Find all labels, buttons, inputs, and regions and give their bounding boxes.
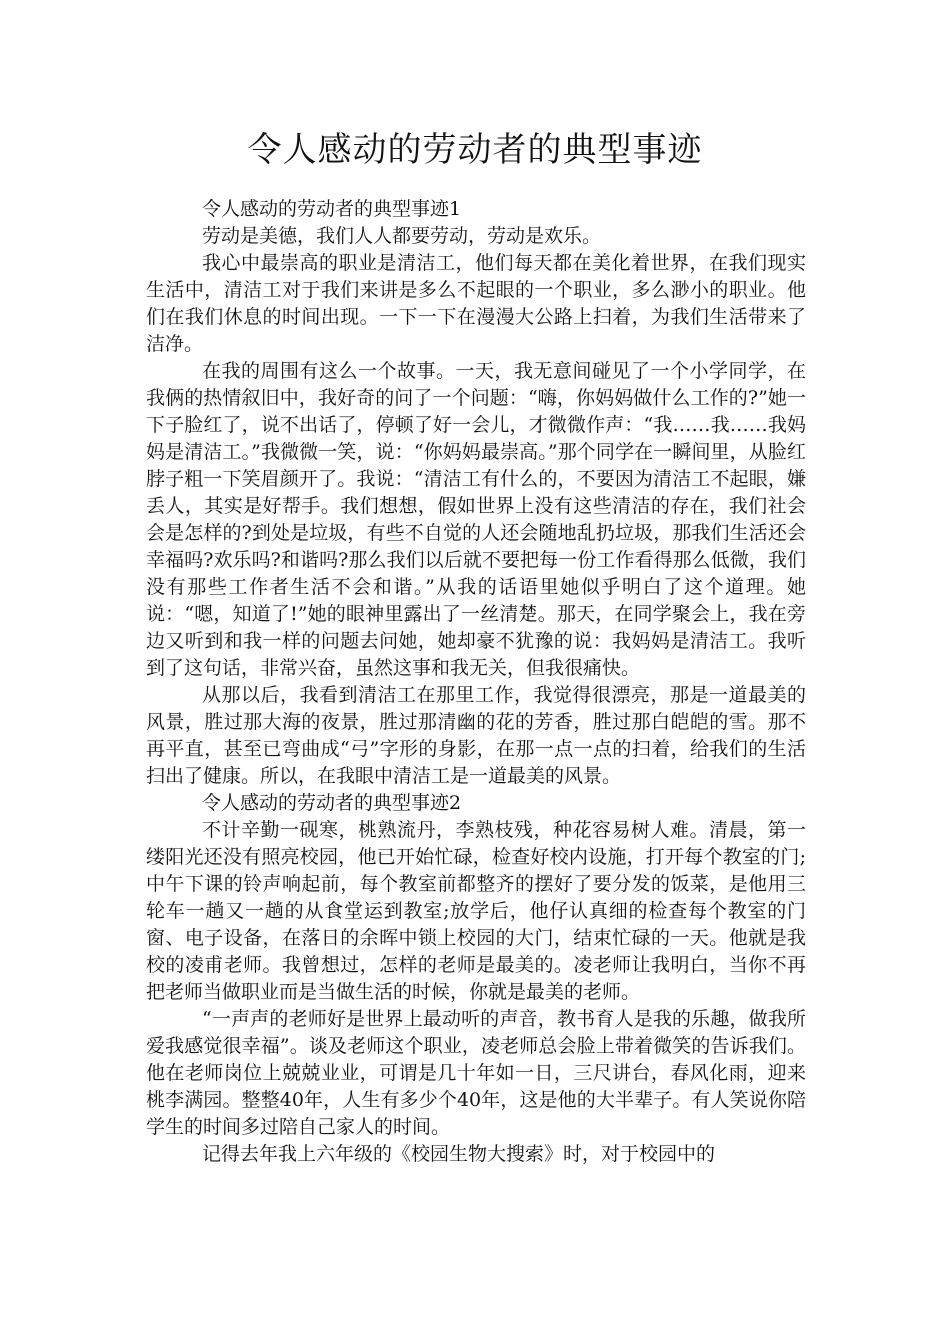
document-title: 令人感动的劳动者的典型事迹: [247, 130, 703, 170]
paragraph: 在我的周围有这么一个故事。一天，我无意间碰见了一个小学同学，在我俩的热情叙旧中，我好奇的问了一个问题：“嗨，你妈妈做什么工作的?”她一下子脸红了，说不出话了，停顿了好一会儿，才微微作声：“我……我……我妈妈是清洁工。”我微微一笑，说：“你妈妈最崇高。”那个同学在一瞬间里，从脸红脖子粗一下笑眉颜开了。我说：“清洁工有什么的，不要因为清洁工不起眼，嫌丢人，其实是好帮手。我们想想，假如世界上没有这些清洁的存在，我们社会会是怎样的?到处是垃圾，有些不自觉的人还会随地乱扔垃圾，那我们生活还会幸福吗?欢乐吗?和谐吗?那么我们以后就不要把每一份工作看得那么低微，我们没有那些工作者生活不会和谐。”从我的话语里她似乎明白了这个道理。她说：“嗯，知道了!”她的眼神里露出了一丝清楚。那天，在同学聚会上，我在旁边又听到和我一样的问题去问她，她却豪不犹豫的说：我妈妈是清洁工。我听到了这句话，非常兴奋，虽然这事和我无关，但我很痛快。: [146, 360, 806, 679]
paragraph: 记得去年我上六年级的《校园生物大搜索》时，对于校园中的: [202, 1143, 716, 1165]
paragraph: 从那以后，我看到清洁工在那里工作，我觉得很漂亮，那是一道最美的风景，胜过那大海的夜景，胜过那清幽的花的芳香，胜过那白皑皑的雪。那不再平直，甚至已弯曲成“弓”字形的身影，在那一点一点的扫着，给我们的生活扫出了健康。所以，在我眼中清洁工是一道最美的风景。: [146, 684, 806, 787]
paragraph: 不计辛勤一砚寒，桃熟流丹，李熟枝残，种花容易树人难。清晨，第一缕阳光还没有照亮校园，他已开始忙碌，检查好校内设施，打开每个教室的门;中午下课的铃声响起前，每个教室前都整齐的摆好了要分发的饭菜，是他用三轮车一趟又一趟的从食堂运到教室;放学后，他仔认真细的检查每个教室的门窗、电子设备，在落日的余晖中锁上校园的大门，结束忙碌的一天。他就是我校的凌甫老师。我曾想过，怎样的老师是最美的。凌老师让我明白，当你不再把老师当做职业而是当做生活的时候，你就是最美的老师。: [146, 819, 806, 1003]
paragraph: 我心中最崇高的职业是清洁工，他们每天都在美化着世界，在我们现实生活中，清洁工对于我们来讲是多么不起眼的一个职业，多么渺小的职业。他们在我们休息的时间出现。一下一下在漫漫大公路上扫着，为我们生活带来了洁净。: [146, 252, 806, 355]
paragraph: “一声声的老师好是世界上最动听的声音，教书育人是我的乐趣，做我所爱我感觉很幸福”。谈及老师这个职业，凌老师总会脸上带着微笑的告诉我们。他在老师岗位上兢兢业业，可谓是几十年如一日，三尺讲台，春风化雨，迎来桃李满园。整整40年，人生有多少个40年，这是他的大半辈子。有人笑说你陪学生的时间多过陪自己家人的时间。: [146, 1008, 806, 1138]
paragraph: 劳动是美德，我们人人都要劳动，劳动是欢乐。: [202, 225, 602, 247]
document-body: [146, 196, 806, 1168]
section-heading-2: 令人感动的劳动者的典型事迹2: [202, 792, 462, 814]
section-heading-1: 令人感动的劳动者的典型事迹1: [202, 198, 462, 220]
